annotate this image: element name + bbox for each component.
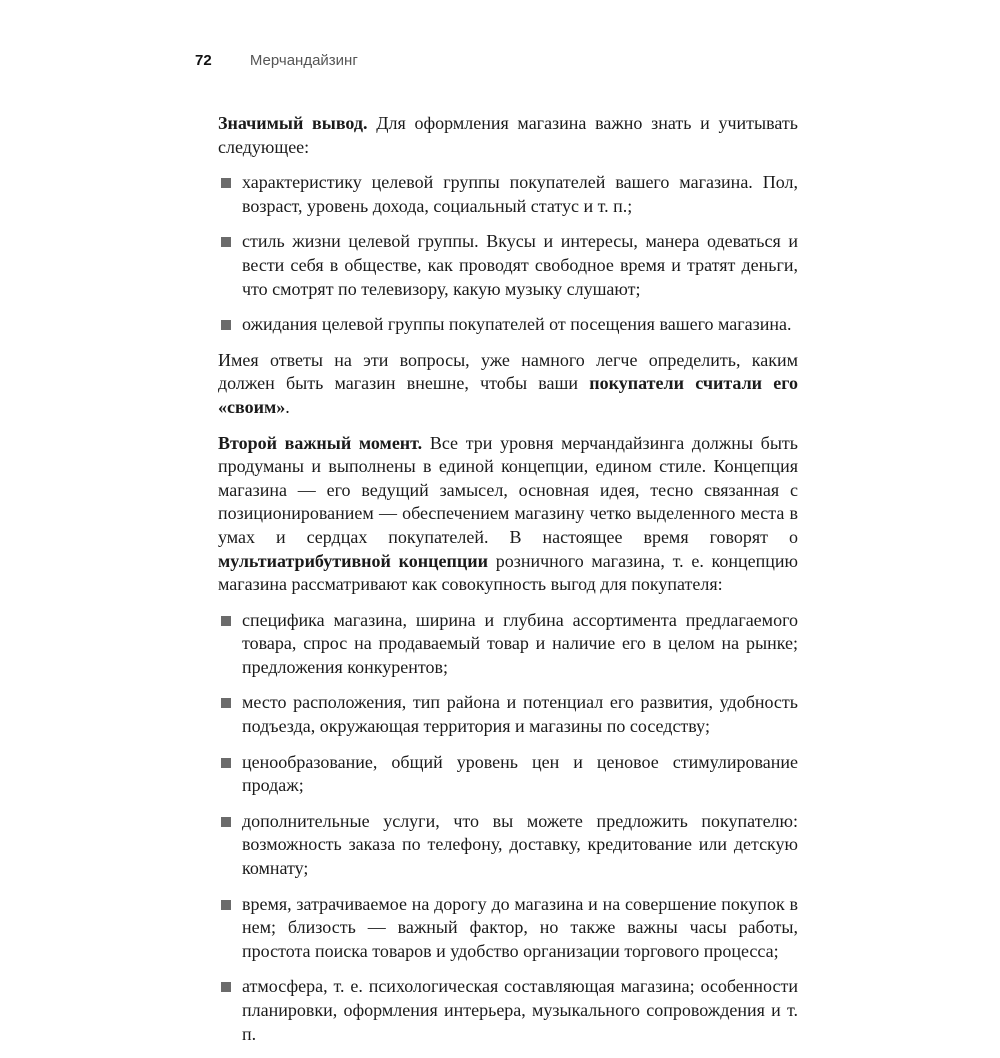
paragraph-text: Для оформления магазина важно знать и учитывать следующее: — [218, 113, 798, 157]
paragraph-text-continued: розничного магазина, т. е. концепцию магазина рассматривают как совокупность выгод для покупателя: — [218, 550, 798, 595]
list-item-text: ценообразование, общий уровень цен и ценовое стимулирование продаж; — [242, 751, 798, 796]
paragraph-lead-bold: Второй важный момент. — [218, 432, 423, 453]
paragraph-second-point — [218, 432, 798, 597]
square-bullet-icon — [221, 616, 231, 626]
square-bullet-icon — [221, 900, 231, 910]
list-item — [218, 230, 798, 301]
list-item — [218, 171, 798, 218]
list-item-text: дополнительные услуги, что вы можете предложить покупателю: возможность заказа по телефону, доставку, кредитование или детскую комнату; — [242, 810, 798, 879]
square-bullet-icon — [221, 982, 231, 992]
paragraph-bold-phrase: мультиатрибутивной концепции — [218, 550, 488, 571]
paragraph-answers — [218, 349, 798, 420]
list-item — [218, 691, 798, 738]
paragraph-key-conclusion — [218, 112, 798, 159]
paragraph-bold-phrase: покупатели считали его «своим» — [218, 373, 799, 417]
running-head — [195, 52, 358, 76]
page-number: 72 — [195, 52, 212, 69]
bullet-list-store-concept — [218, 609, 798, 1047]
page-body — [218, 112, 798, 1058]
bullet-list-target-group — [218, 171, 798, 337]
list-item — [218, 810, 798, 881]
list-item-text: ожидания целевой группы покупателей от посещения вашего магазина. — [242, 314, 792, 335]
list-item — [218, 975, 798, 1046]
paragraph-end: . — [285, 396, 290, 417]
paragraph-lead-bold: Значимый вывод. — [218, 113, 368, 133]
running-head-title: Мерчандайзинг — [249, 52, 358, 69]
square-bullet-icon — [221, 320, 231, 330]
list-item — [218, 893, 798, 964]
paragraph-text: Имея ответы на эти вопросы, уже намного легче определить, каким должен быть магазин внешне, чтобы ваши — [218, 349, 798, 394]
list-item-text: стиль жизни целевой группы. Вкусы и интересы, манера одеваться и вести себя в обществе, как проводят свободное время и тратят деньги, что смотрят по телевизору, какую музыку слушают; — [242, 231, 798, 299]
square-bullet-icon — [221, 758, 231, 768]
square-bullet-icon — [221, 178, 231, 188]
paragraph-text: Все три уровня мерчандайзинга должны быть продуманы и выполнены в единой концепции, едином стиле. Концепция магазина — его ведущий замысел, основная идея, тесно связанная с позиционированием — обеспечением магазину четко выделенного места в умах и сердцах покупателей. В настоящее время говорят о — [218, 432, 798, 547]
list-item-text: атмосфера, т. е. психологическая составляющая магазина; особенности планировки, оформления интерьера, музыкального сопровождения и т. п. — [242, 976, 798, 1044]
list-item-text: время, затрачиваемое на дорогу до магазина и на совершение покупок в нем; близость — важный фактор, но также важны часы работы, простота поиска товаров и удобство организации торгового процесса; — [242, 893, 798, 961]
square-bullet-icon — [221, 817, 231, 827]
list-item — [218, 609, 798, 680]
square-bullet-icon — [221, 237, 231, 247]
list-item-text: характеристику целевой группы покупателей вашего магазина. Пол, возраст, уровень дохода, социальный статус и т. п.; — [242, 172, 798, 216]
square-bullet-icon — [221, 698, 231, 708]
list-item-text: место расположения, тип района и потенциал его развития, удобность подъезда, окружающая территория и магазины по соседству; — [242, 692, 798, 737]
list-item-text: специфика магазина, ширина и глубина ассортимента предлагаемого товара, спрос на продаваемый товар и наличие его в целом на рынке; предложения конкурентов; — [242, 609, 798, 677]
list-item — [218, 313, 798, 337]
list-item — [218, 751, 798, 798]
